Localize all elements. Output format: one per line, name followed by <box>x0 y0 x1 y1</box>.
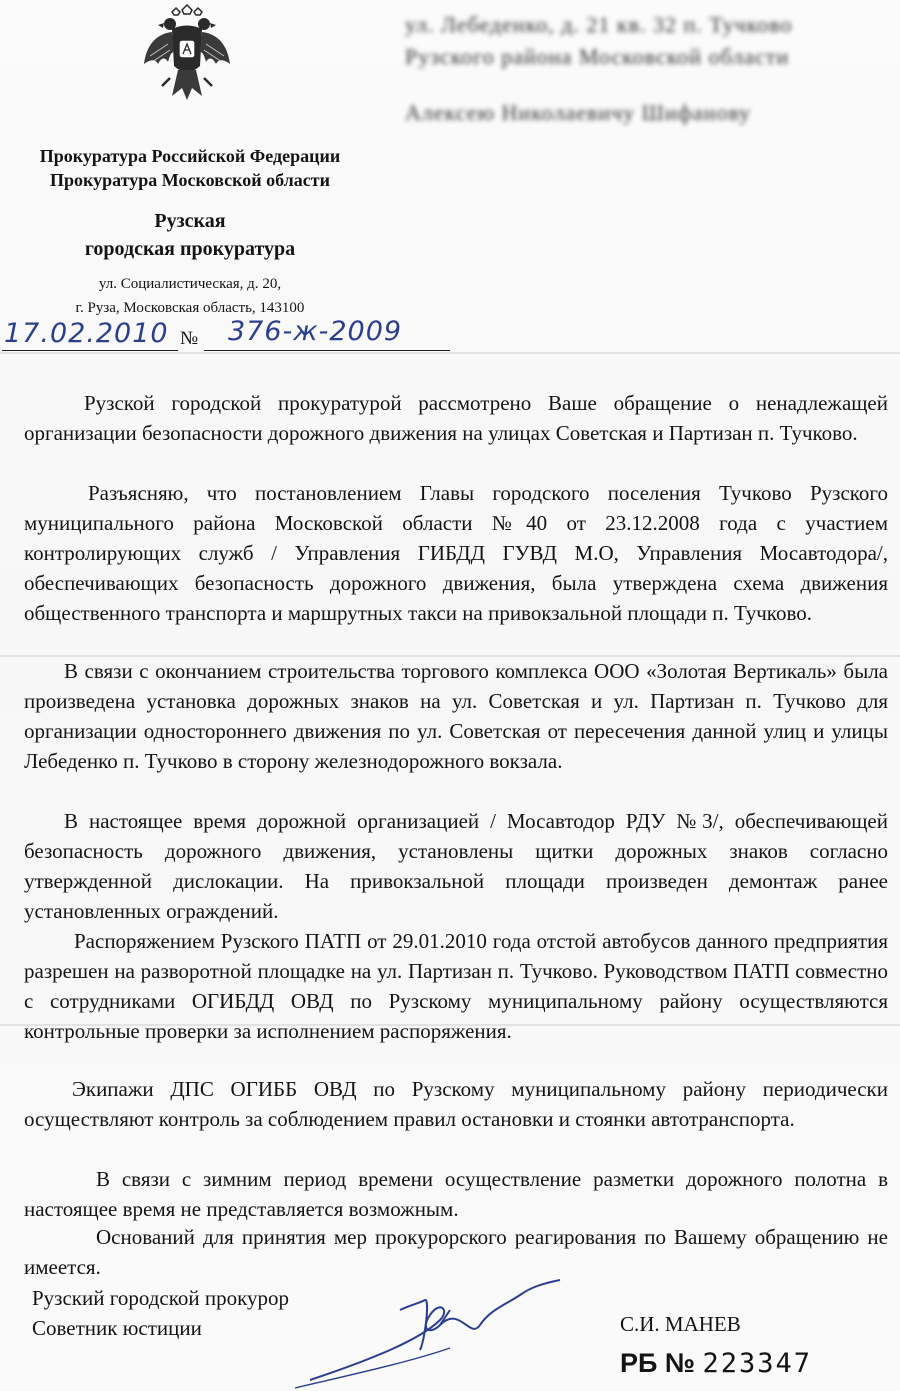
signatory-title-line2: Советник юстиции <box>32 1316 202 1340</box>
office-city: г. Руза, Московская область, 143100 <box>75 300 305 316</box>
header-line2: Прокуратура Московской области <box>49 170 330 190</box>
office-name-line1: Рузская <box>154 210 226 232</box>
signatory-name: С.И. МАНЕВ <box>620 1312 741 1336</box>
paragraph-2: Разъясняю, что постановлением Главы городского поселения Тучково Рузского муниципального района Московской области №40 от 23.12.2008 года с участием контролирующих служб / Управления ГИБДД ГУВД М.О, Управления Мосавтодора/, обеспечивающих безопасность дорожного движения, была утверждена схема движения общественного транспорта и маршрутных такси на привокзальной площади п. Тучково. <box>24 481 888 625</box>
number-underline <box>204 350 450 351</box>
double-headed-eagle-emblem-icon <box>142 4 232 104</box>
handwritten-signature-icon <box>290 1270 610 1391</box>
paragraph-7: В связи с зимним период времени осуществление разметки дорожного полотна в настоящее время не представляется возможным. <box>24 1167 888 1221</box>
paragraph-8: Оснований для принятия мер прокурорского реагирования по Вашему обращению не имеется. <box>24 1225 888 1279</box>
header-line1: Прокуратура Российской Федерации <box>39 146 341 166</box>
office-name-line2: городская прокуратура <box>84 238 296 260</box>
paragraph-6: Экипажи ДПС ОГИББ ОВД по Рузскому муниципальному району периодически осуществляют контроль за соблюдением правил остановки и стоянки автотранспорта. <box>24 1077 888 1131</box>
paragraph-5: Распоряжением Рузского ПАТП от 29.01.2010 года отстой автобусов данного предприятия разрешен на разворотной площадке на ул. Партизан п. Тучково. Руководством ПАТП совместно с сотрудниками ОГИБДД ОВД по Рузскому муниципальному району осуществляются контрольные проверки за исполнением распоряжения. <box>24 929 888 1043</box>
recipient-name: Алексею Николаевичу Шифанову <box>405 100 752 125</box>
paragraph-3: В связи с окончанием строительства торгового комплекса ООО «Золотая Вертикаль» была произведена установка дорожных знаков на ул. Советская и ул. Партизан п. Тучково для организации одностороннего движения по ул. Советская от пересечения данной улиц и улицы Лебеденко п. Тучково в сторону железнодорожного вокзала. <box>24 659 888 773</box>
form-serial-stamp <box>620 1348 812 1379</box>
reference-number-sign: № <box>180 328 199 349</box>
stamp-number: 223347 <box>702 1348 813 1379</box>
reference-date: 17.02.2010 <box>4 318 169 349</box>
date-underline <box>2 350 178 351</box>
recipient-address-line1: ул. Лебеденко, д. 21 кв. 32 п. Тучково <box>405 12 793 37</box>
recipient-address-line2: Рузского района Московской области <box>405 44 790 69</box>
paragraph-4: В настоящее время дорожной организацией / Мосавтодор РДУ №3/, обеспечивающей безопасность дорожного движения, установлены щитки дорожных знаков согласно утвержденной дислокации. На привокзальной площади произведен демонтаж ранее установленных ограждений. <box>24 809 888 923</box>
signatory-title-line1: Рузский городской прокурор <box>32 1286 289 1310</box>
office-street: ул. Социалистическая, д. 20, <box>98 276 282 292</box>
stamp-series: РБ № <box>620 1348 696 1378</box>
reference-number: 376-ж-2009 <box>228 316 403 347</box>
paragraph-1: Рузской городской прокуратурой рассмотрено Ваше обращение о ненадлежащей организации безопасности дорожного движения на улицах Советская и Партизан п. Тучково. <box>24 391 888 445</box>
fold-line-top <box>0 352 900 354</box>
